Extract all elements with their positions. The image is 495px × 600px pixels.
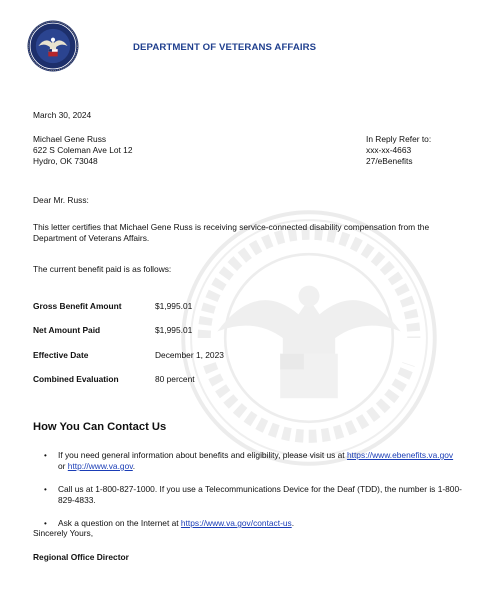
benefit-label: Net Amount Paid [33, 325, 101, 335]
benefit-intro: The current benefit paid is as follows: [33, 264, 172, 274]
contact-text: . [132, 461, 136, 471]
benefit-label: Effective Date [33, 350, 89, 360]
contact-us-link[interactable]: https://www.va.gov/contact-us [180, 518, 292, 528]
benefit-value: December 1, 2023 [155, 350, 224, 360]
benefit-label: Combined Evaluation [33, 374, 119, 384]
va-seal-watermark-icon [178, 207, 440, 469]
bullet-icon: • [44, 519, 47, 528]
signature-title: Regional Office Director [33, 552, 129, 562]
reference-code: 27/eBenefits [366, 156, 413, 167]
reply-refer-label: In Reply Refer to: [366, 134, 432, 144]
contact-text: Call us at 1-800-827-1000. If you use a Telecommunications Device for the Deaf (TDD), the number is 1-800-829-4833. [58, 484, 462, 505]
salutation: Dear Mr. Russ: [33, 195, 89, 205]
file-number: xxx-xx-4663 [366, 145, 412, 156]
contact-text: If you need general information about benefits and eligibility, please visit us at [58, 450, 347, 460]
bullet-icon: • [44, 451, 47, 460]
contact-text: or [58, 461, 68, 471]
recipient-address [33, 134, 133, 168]
contact-list [33, 450, 473, 529]
valediction: Sincerely Yours, [33, 528, 94, 538]
bullet-icon: • [44, 485, 47, 494]
contact-heading: How You Can Contact Us [33, 421, 167, 433]
benefit-value: 80 percent [155, 374, 195, 384]
certification-paragraph: This letter certifies that Michael Gene Russ is receiving service-connected disability compensation from the Department of Veterans Affairs. [33, 222, 430, 244]
recipient-city-state-zip: Hydro, OK 73048 [33, 156, 98, 167]
va-gov-link[interactable]: http://www.va.gov [67, 461, 133, 471]
recipient-name: Michael Gene Russ [33, 134, 107, 144]
benefit-label: Gross Benefit Amount [33, 301, 122, 311]
benefit-value: $1,995.01 [155, 301, 193, 311]
ebenefits-link[interactable]: https://www.ebenefits.va.gov [346, 450, 454, 460]
contact-text: . [291, 518, 295, 528]
reply-refer-block [366, 134, 431, 168]
contact-text: Ask a question on the Internet at [58, 518, 181, 528]
contact-item-website [33, 450, 473, 472]
recipient-street: 622 S Coleman Ave Lot 12 [33, 145, 133, 156]
va-seal-icon [27, 20, 79, 72]
benefit-value: $1,995.01 [155, 325, 193, 335]
contact-item-internet [33, 518, 473, 529]
letter-date: March 30, 2024 [33, 110, 92, 120]
department-title: DEPARTMENT OF VETERANS AFFAIRS [133, 42, 317, 53]
contact-item-phone [33, 484, 473, 506]
